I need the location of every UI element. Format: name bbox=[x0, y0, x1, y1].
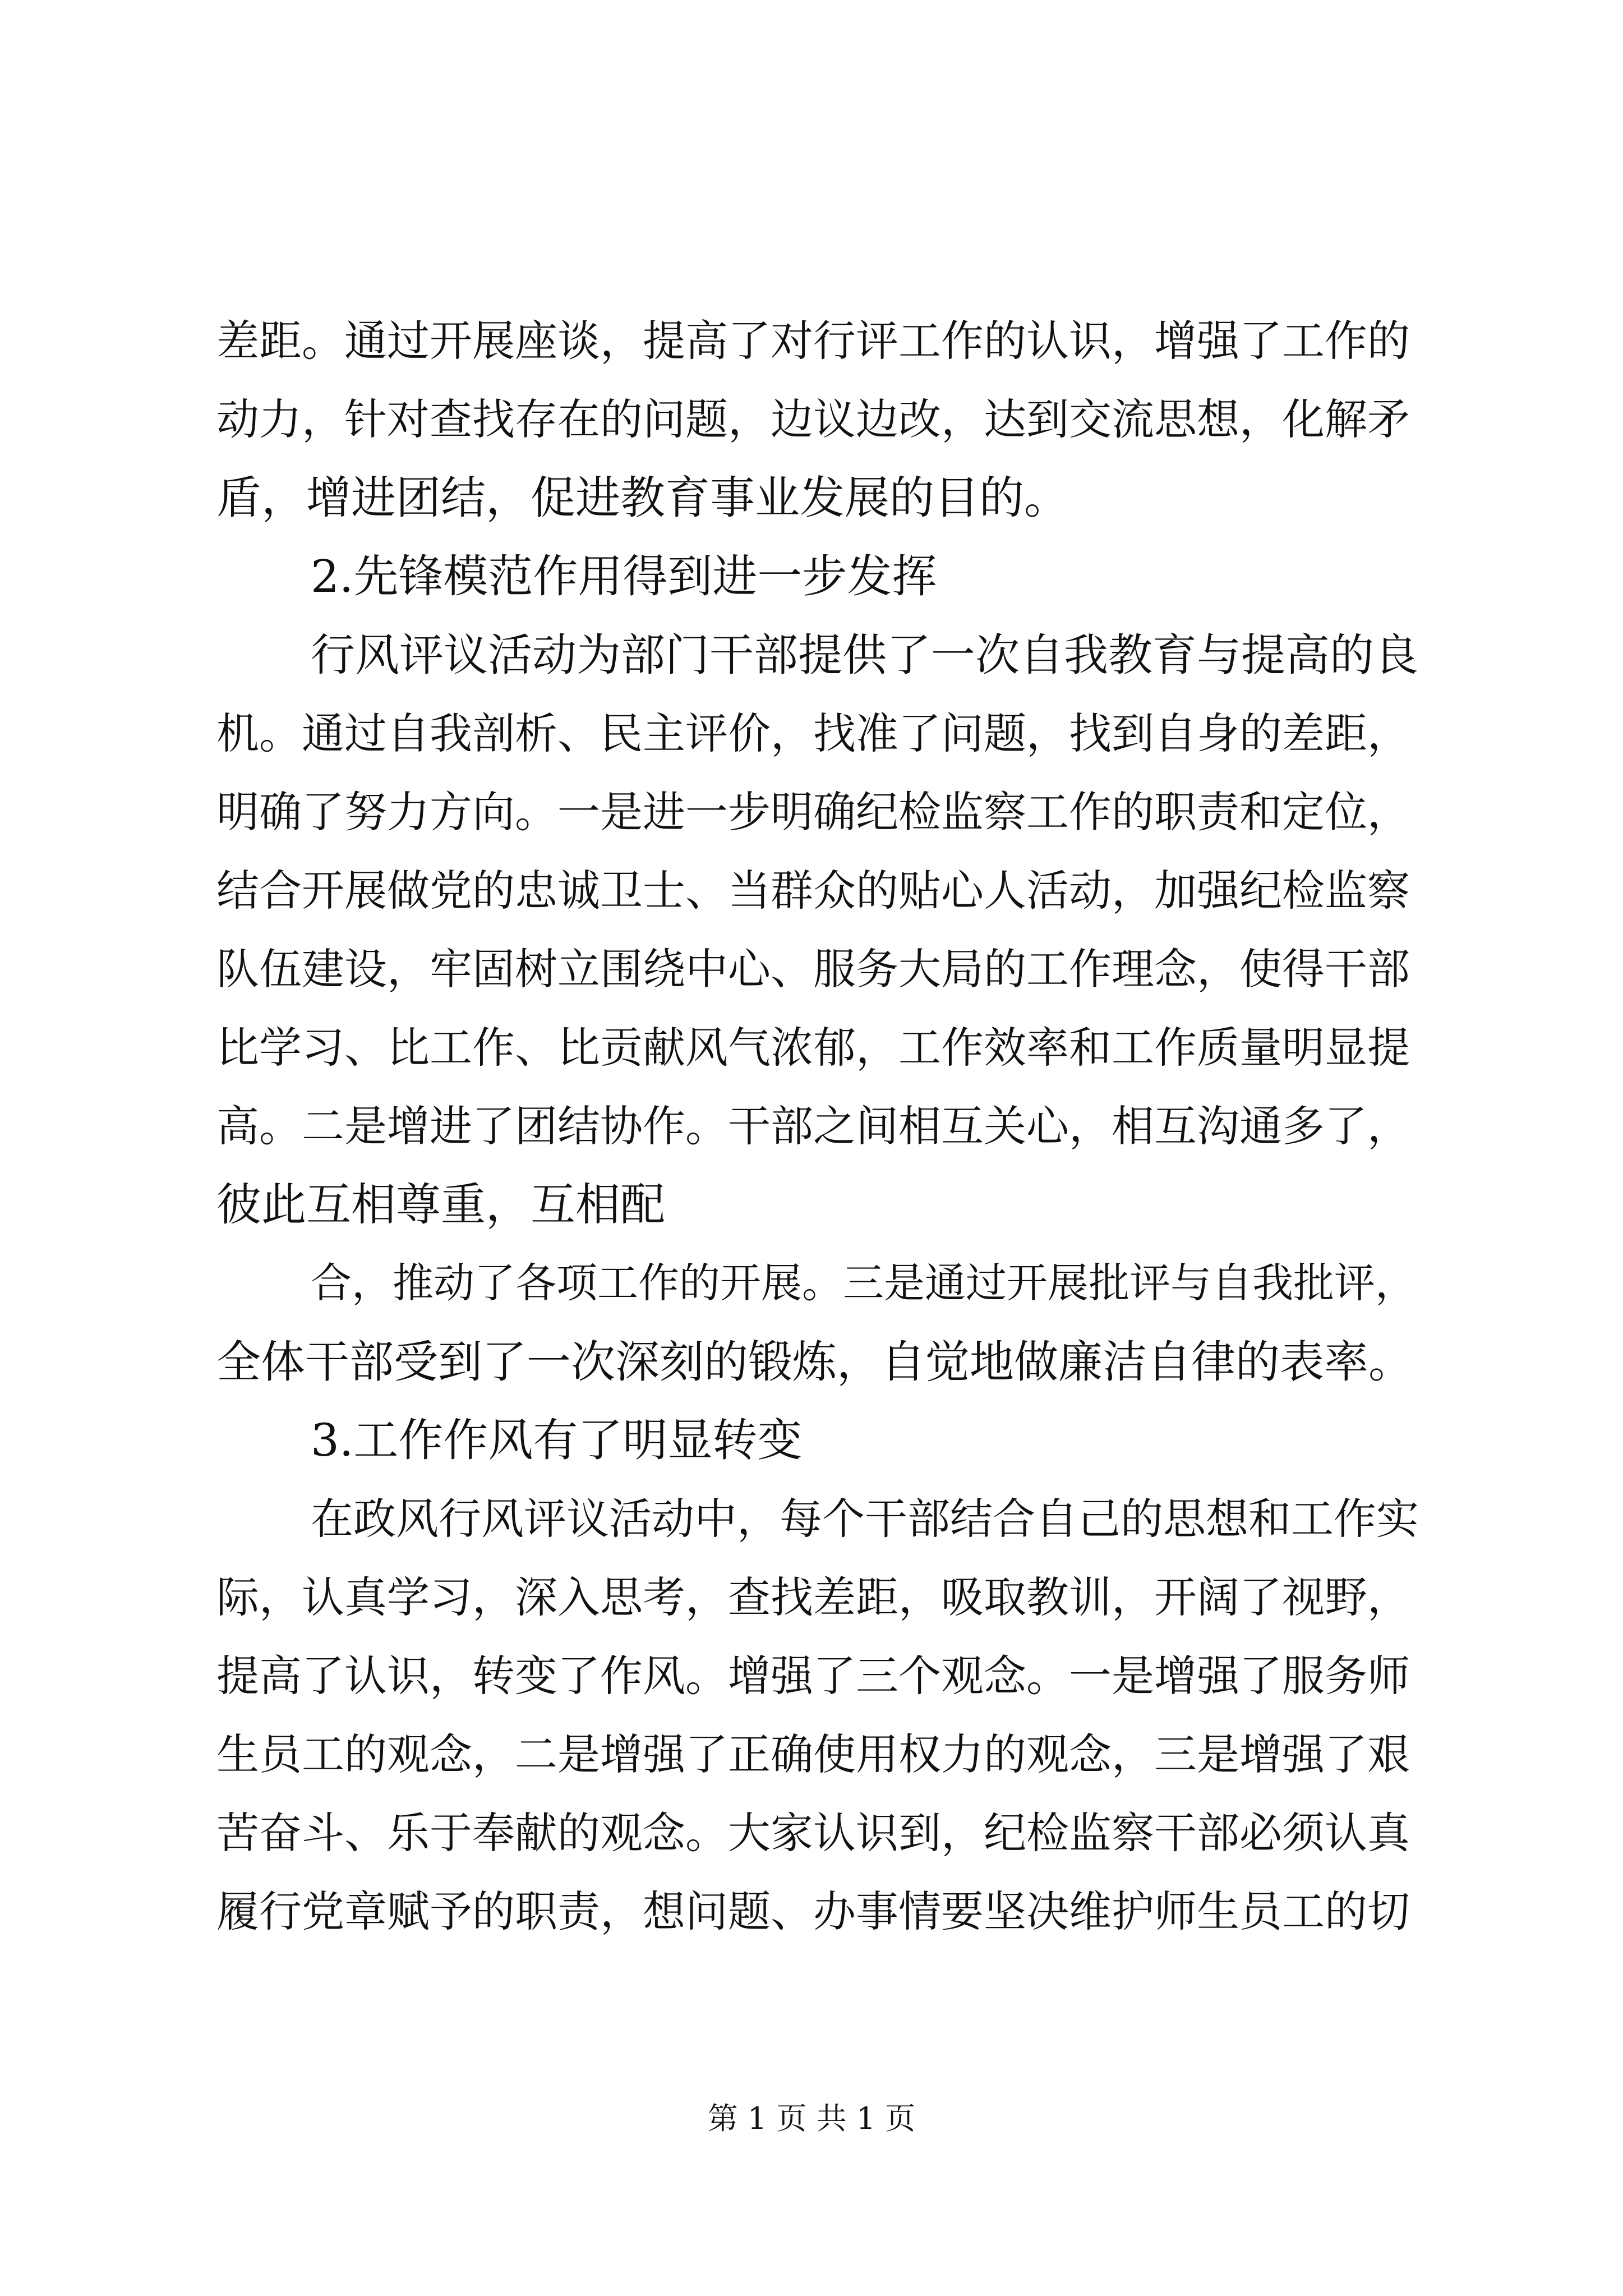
paragraph-line: 全体干部受到了一次深刻的锻炼，自觉地做廉洁自律的表率。 bbox=[216, 1336, 1413, 1388]
paragraph-line: 结合开展做党的忠诚卫士、当群众的贴心人活动，加强纪检监察 bbox=[216, 866, 1410, 915]
document-body bbox=[216, 302, 1422, 1951]
paragraph-line: 际，认真学习，深入思考，查找差距，吸取教训，开阔了视野， bbox=[216, 1572, 1410, 1622]
paragraph-line: 生员工的观念，二是增强了正确使用权力的观念，三是增强了艰 bbox=[216, 1729, 1410, 1779]
page-footer: 第 1 页 共 1 页 bbox=[707, 2101, 916, 2136]
paragraph-line: 在政风行风评议活动中，每个干部结合自己的思想和工作实 bbox=[311, 1494, 1419, 1544]
paragraph-line: 彼此互相尊重，互相配 bbox=[216, 1179, 665, 1231]
paragraph-line: 明确了努力方向。一是进一步明确纪检监察工作的职责和定位， bbox=[216, 787, 1410, 837]
paragraph-line: 履行党章赋予的职责，想问题、办事情要坚决维护师生员工的切 bbox=[216, 1887, 1410, 1936]
paragraph-line: 比学习、比工作、比贡献风气浓郁，工作效率和工作质量明显提 bbox=[216, 1023, 1410, 1073]
section-heading: 2.先锋模范作用得到进一步发挥 bbox=[311, 550, 937, 602]
paragraph-line: 机。通过自我剖析、民主评价，找准了问题，找到自身的差距， bbox=[216, 708, 1410, 758]
paragraph-line: 合，推动了各项工作的开展。三是通过开展批评与自我批评， bbox=[311, 1259, 1416, 1307]
paragraph-line: 提高了认识，转变了作风。增强了三个观念。一是增强了服务师 bbox=[216, 1651, 1410, 1701]
paragraph-line: 盾，增进团结，促进教育事业发展的目的。 bbox=[216, 472, 1069, 524]
paragraph-line: 差距。通过开展座谈，提高了对行评工作的认识，增强了工作的 bbox=[216, 316, 1410, 366]
paragraph-line: 高。二是增进了团结协作。干部之间相互关心，相互沟通多了， bbox=[216, 1101, 1410, 1151]
section-heading: 3.工作作风有了明显转变 bbox=[311, 1414, 803, 1466]
paragraph-line: 动力，针对查找存在的问题，边议边改，达到交流思想，化解矛 bbox=[216, 394, 1410, 444]
paragraph-line: 队伍建设，牢固树立围绕中心、服务大局的工作理念，使得干部 bbox=[216, 944, 1410, 994]
paragraph-line: 行风评议活动为部门干部提供了一次自我教育与提高的良 bbox=[311, 629, 1418, 681]
paragraph-line: 苦奋斗、乐于奉献的观念。大家认识到，纪检监察干部必须认真 bbox=[216, 1808, 1410, 1858]
